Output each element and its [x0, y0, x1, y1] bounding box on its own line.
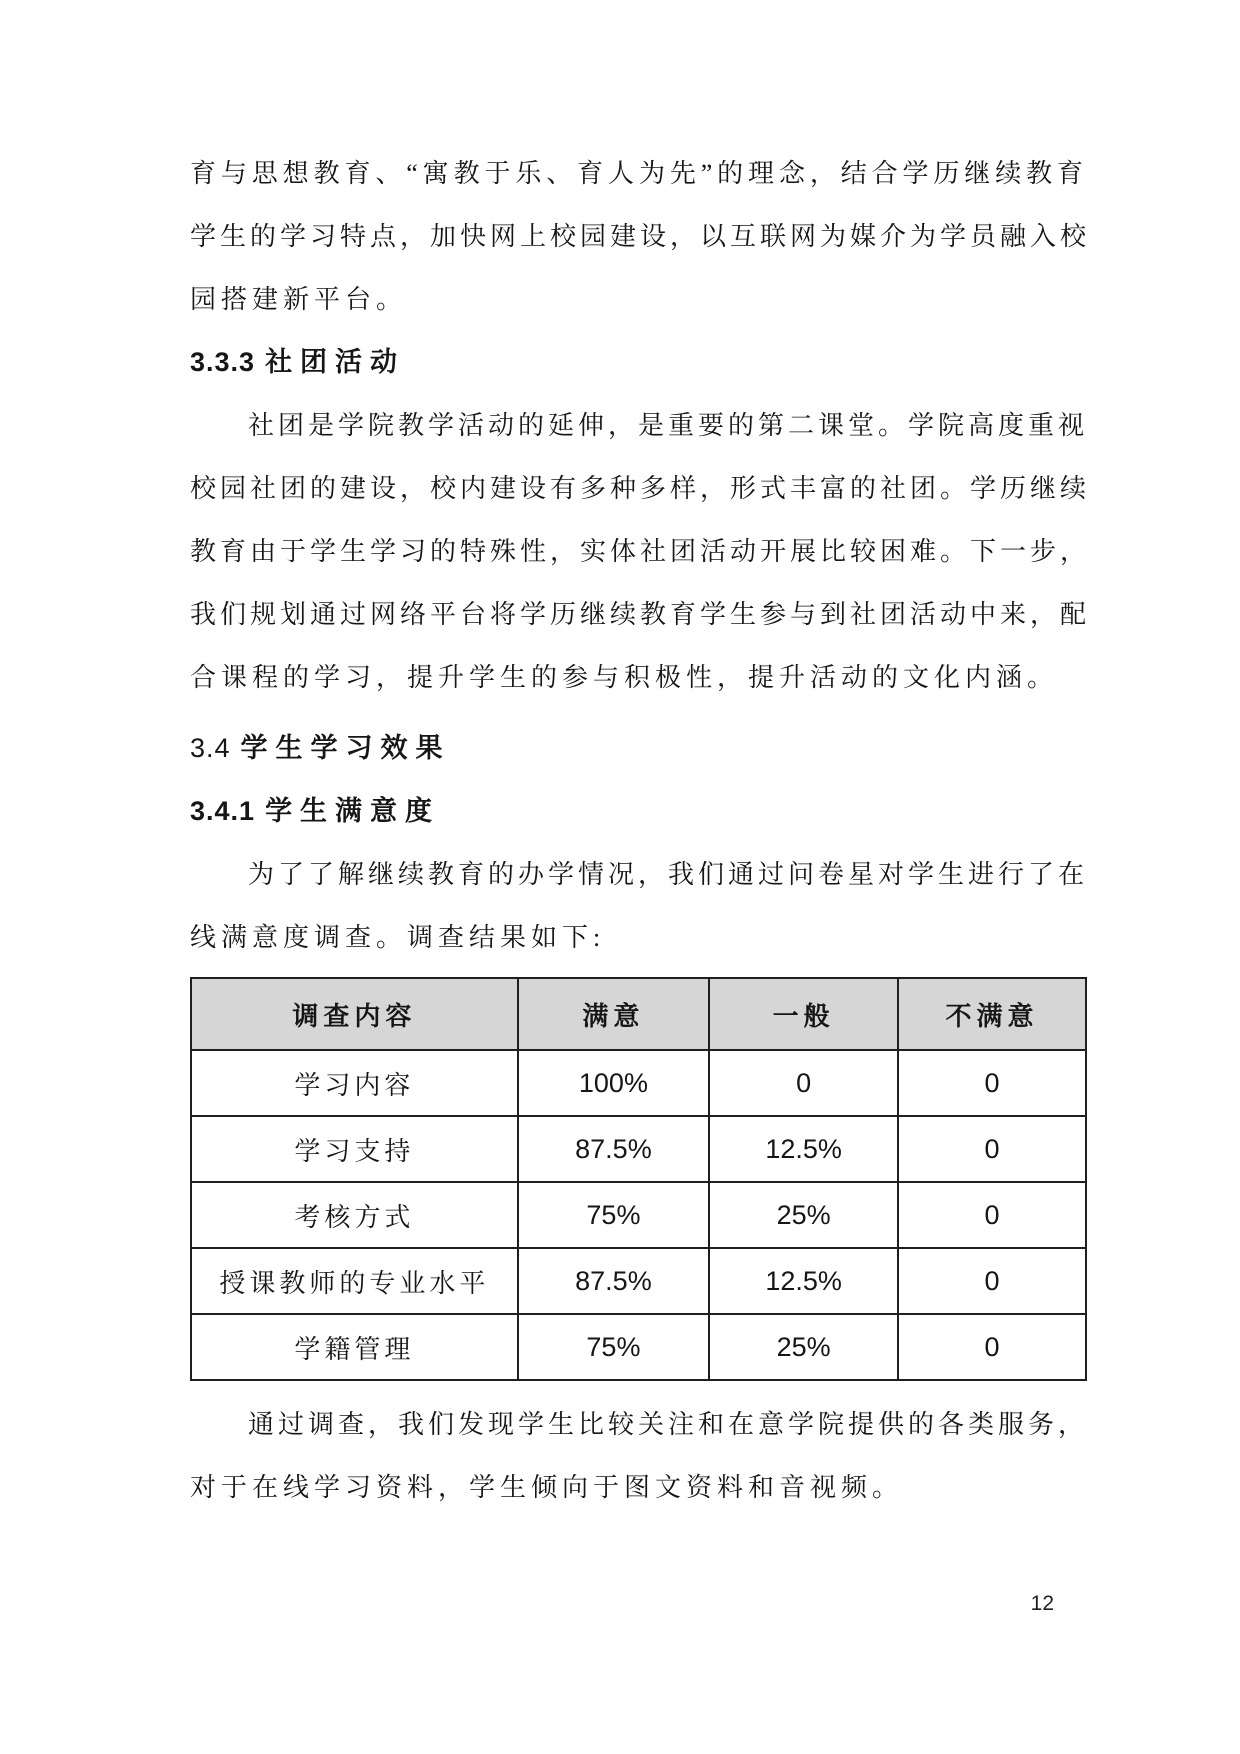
heading-number: 3.4.1	[190, 796, 256, 826]
heading-title: 社团活动	[265, 347, 406, 377]
paragraph-line: 育与思想教育、“寓教于乐、育人为先”的理念，结合学历继续教育	[190, 159, 1087, 188]
table-cell-category: 学籍管理	[191, 1314, 518, 1380]
paragraph-line: 通过调查，我们发现学生比较关注和在意学院提供的各类服务，	[248, 1410, 1089, 1439]
table-cell-value: 0	[898, 1248, 1086, 1314]
table-cell-value: 87.5%	[518, 1116, 710, 1182]
paragraph-line: 校园社团的建设，校内建设有多种多样，形式丰富的社团。学历继续	[190, 474, 1091, 503]
heading-title: 学生满意度	[265, 796, 441, 826]
heading-title: 学生学习效果	[240, 733, 451, 763]
table-cell-value: 12.5%	[709, 1248, 898, 1314]
table-header-cell: 不满意	[898, 978, 1086, 1050]
paragraph-line: 为了了解继续教育的办学情况，我们通过问卷星对学生进行了在	[248, 860, 1089, 889]
table-row	[191, 1050, 1086, 1116]
heading-3-3-3	[190, 331, 1087, 394]
paragraph-line: 合课程的学习，提升学生的参与积极性，提升活动的文化内涵。	[190, 663, 1059, 692]
table-cell-value: 75%	[518, 1314, 710, 1380]
table-cell-value: 0	[709, 1050, 898, 1116]
heading-number: 3.4	[190, 733, 231, 763]
table-header-row	[191, 978, 1086, 1050]
document-body	[190, 142, 1091, 1519]
table-cell-value: 25%	[709, 1182, 898, 1248]
paragraph-line: 我们规划通过网络平台将学历继续教育学生参与到社团活动中来，配	[190, 600, 1091, 629]
paragraph-line: 教育由于学生学习的特殊性，实体社团活动开展比较困难。下一步，	[190, 537, 1091, 566]
paragraph-line: 学生的学习特点，加快网上校园建设，以互联网为媒介为学员融入校	[190, 222, 1091, 251]
table-cell-value: 87.5%	[518, 1248, 710, 1314]
paragraph-line: 线满意度调查。调查结果如下:	[190, 923, 606, 952]
table-cell-value: 0	[898, 1050, 1086, 1116]
para-survey-findings	[190, 1393, 1087, 1519]
paragraph-line: 社团是学院教学活动的延伸，是重要的第二课堂。学院高度重视	[248, 411, 1089, 440]
para-platform	[190, 142, 1091, 331]
table-header-cell: 调查内容	[191, 978, 518, 1050]
table-cell-value: 75%	[518, 1182, 710, 1248]
satisfaction-survey-table	[190, 977, 1087, 1381]
paragraph-line: 对于在线学习资料，学生倾向于图文资料和音视频。	[190, 1473, 904, 1502]
table-cell-category: 考核方式	[191, 1182, 518, 1248]
table-row	[191, 1314, 1086, 1380]
para-clubs	[190, 394, 1091, 709]
table-cell-category: 学习内容	[191, 1050, 518, 1116]
table-cell-category: 授课教师的专业水平	[191, 1248, 518, 1314]
table-header-cell: 满意	[518, 978, 710, 1050]
table-cell-value: 0	[898, 1116, 1086, 1182]
table-cell-value: 12.5%	[709, 1116, 898, 1182]
page-number: 12	[1030, 1592, 1054, 1615]
table-row	[191, 1182, 1086, 1248]
heading-3-4	[190, 717, 1087, 780]
table-row	[191, 1248, 1086, 1314]
table-cell-value: 0	[898, 1314, 1086, 1380]
table-cell-value: 0	[898, 1182, 1086, 1248]
paragraph-line: 园搭建新平台。	[190, 285, 408, 314]
table-cell-category: 学习支持	[191, 1116, 518, 1182]
table-row	[191, 1116, 1086, 1182]
table-cell-value: 100%	[518, 1050, 710, 1116]
heading-3-4-1	[190, 780, 1087, 843]
heading-number: 3.3.3	[190, 347, 256, 377]
table-header-cell: 一般	[709, 978, 898, 1050]
para-survey-intro	[190, 843, 1087, 969]
table-cell-value: 25%	[709, 1314, 898, 1380]
